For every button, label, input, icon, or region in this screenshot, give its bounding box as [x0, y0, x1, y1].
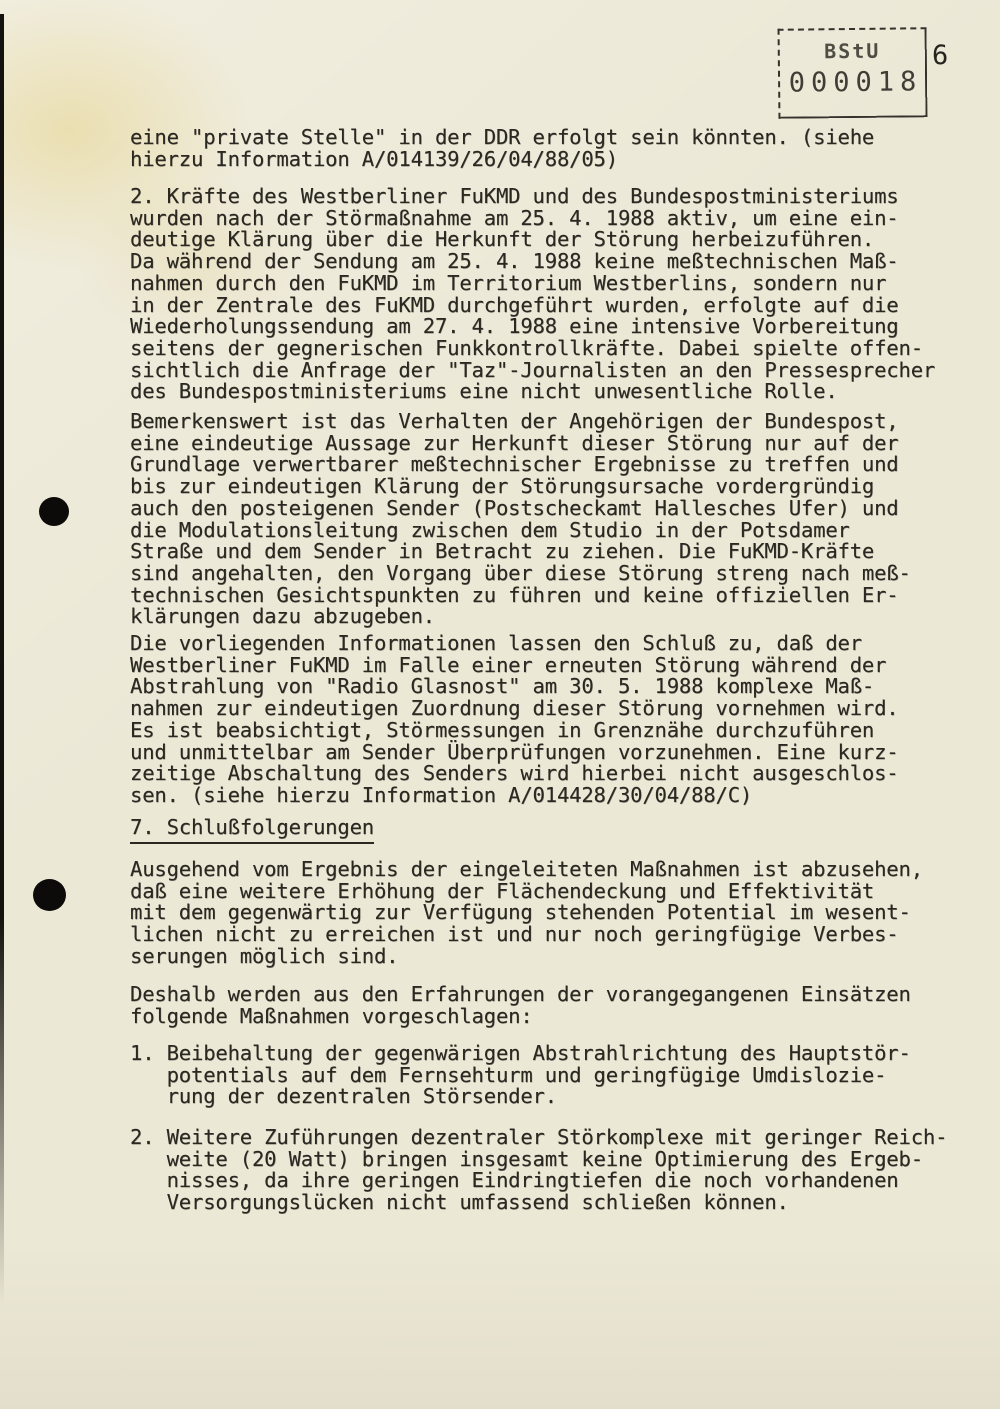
paragraph-ausgehend: Ausgehend vom Ergebnis der eingeleiteten Maßnahmen ist abzusehen, daß eine weitere Erhöhung der Flächendeckung und Effektivität mit dem gegenwärtig zur Verfügung stehenden Potential im wesent- lichen nicht zu erreichen ist und nur noch geringfügige Verbes- serungen möglich sind.	[130, 857, 923, 968]
paragraph-informationen: Die vorliegenden Informationen lassen den Schluß zu, daß der Westberliner FuKMD im Falle einer erneuten Störung während der Abstrahlung von "Radio Glasnost" am 30. 5. 1988 komplexe Maß- nahmen zur eindeutigen Zuordnung dieser Störung vornehmen wird. Es ist beabsichtigt, Störmessungen in Grenznähe durchzuführen und unmittelbar am Sender Überprüfungen vorzunehmen. Eine kurz- zeitige Abschaltung des Senders wird hierbei nicht ausgeschlos- sen. (siehe hierzu Information A/014428/30/04/88/C)	[130, 631, 899, 807]
paragraph-deshalb: Deshalb werden aus den Erfahrungen der vorangegangenen Einsätzen folgende Maßnahmen vorgeschlagen:	[130, 982, 911, 1028]
section-heading-text: 7. Schlußfolgerungen	[130, 817, 374, 844]
section-heading-schlussfolgerungen	[130, 817, 990, 844]
paragraph-intro: eine "private Stelle" in der DDR erfolgt sein könnten. (siehe hierzu Information A/014139/26/04/88/05)	[130, 125, 875, 171]
paragraph-bemerkenswert: Bemerkenswert ist das Verhalten der Angehörigen der Bundespost, eine eindeutige Aussage zur Herkunft dieser Störung nur auf der Grundlage verwertbarer meßtechnischer Ergebnisse zu treffen und bis zur eindeutigen Klärung der Störungsursache vordergründig auch den posteigenen Sender (Postscheckamt Hallesches Ufer) und die Modulationsleitung zwischen dem Studio in der Potsdamer Straße und dem Sender in Betracht zu ziehen. Die FuKMD-Kräfte sind angehalten, den Vorgang über diese Störung streng nach meß- technischen Gesichtspunkten zu führen und keine offiziellen Er- klärungen dazu abzugeben.	[130, 409, 911, 629]
stamp-serial-number: 000018	[788, 66, 923, 99]
page-number: 6	[932, 40, 949, 71]
bstu-archive-stamp	[778, 27, 928, 119]
scan-edge-left	[0, 14, 4, 1304]
paragraph-2-fukmd: 2. Kräfte des Westberliner FuKMD und des Bundespostministeriums wurden nach der Störmaßnahme am 25. 4. 1988 aktiv, um eine ein- deutige Klärung über die Herkunft der Störung herbeizuführen. Da während der Sendung am 25. 4. 1988 keine meßtechnischen Maß- nahmen durch den FuKMD im Territorium Westberlins, sondern nur in der Zentrale des FuKMD durchgeführt wurden, erfolgte auf die Wiederholungssendung am 27. 4. 1988 eine intensive Vorbereitung seitens der gegnerischen Funkkontrollkräfte. Dabei spielte offen- sichtlich die Anfrage der "Taz"-Journalisten an den Pressesprecher des Bundespostministeriums eine nicht unwesentliche Rolle.	[130, 184, 936, 404]
stamp-agency-label: BStU	[824, 38, 881, 64]
hole-punch-dot	[39, 497, 69, 526]
hole-punch-dot	[33, 879, 66, 911]
list-item-2: 2. Weitere Zuführungen dezentraler Störkomplexe mit geringer Reich- weite (20 Watt) bringen insgesamt keine Optimierung des Ergeb- nisses, da ihre geringen Eindringtiefen die noch vorhandenen Versorgungslücken nicht umfassend schließen können.	[130, 1125, 948, 1215]
list-item-1: 1. Beibehaltung der gegenwärigen Abstrahlrichtung des Hauptstör- potentials auf dem Fernsehturm und geringfügige Umdislozie- rung der dezentralen Störsender.	[130, 1041, 911, 1109]
